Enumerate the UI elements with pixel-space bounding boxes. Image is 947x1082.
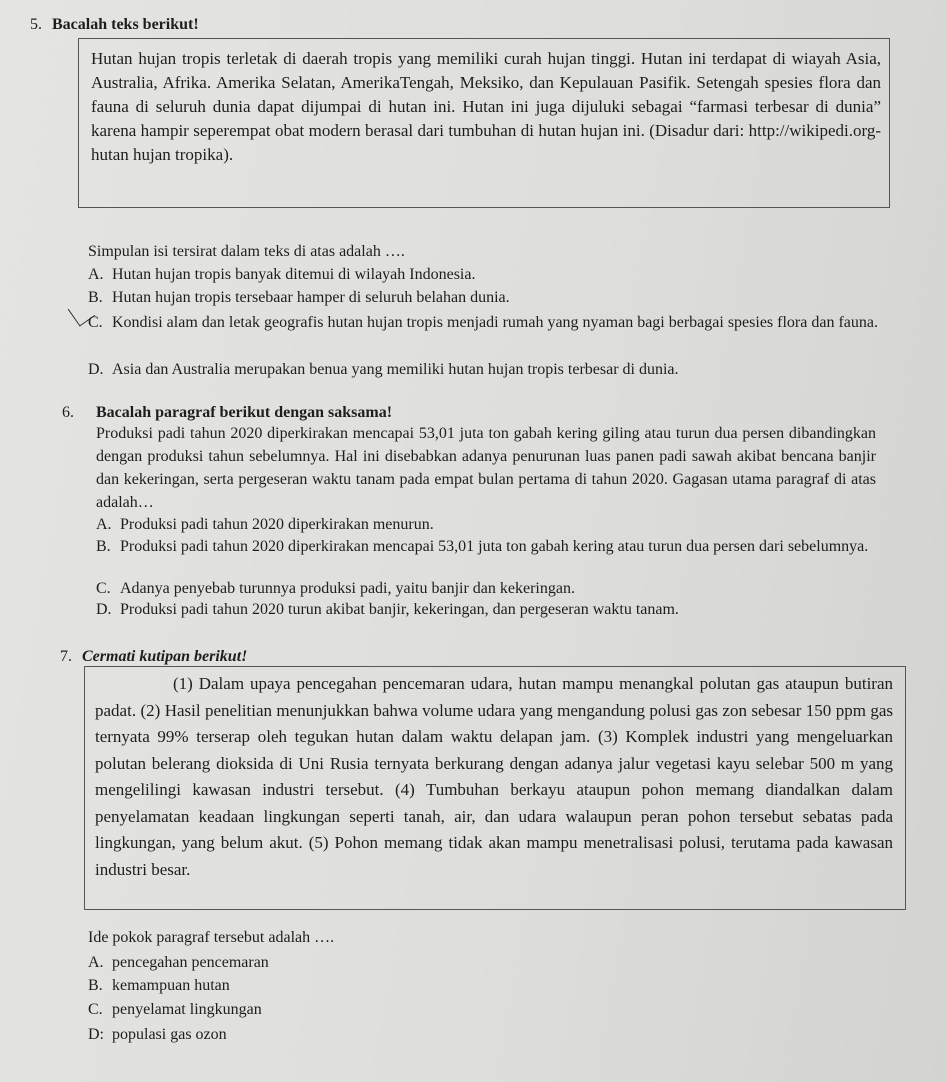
question-7-option-d[interactable]	[88, 1024, 588, 1045]
question-5-option-d[interactable]	[88, 359, 888, 380]
option-letter: C.	[96, 580, 111, 597]
option-text: Hutan hujan tropis tersebaar hamper di seluruh belahan dunia.	[112, 289, 510, 306]
question-5-heading	[30, 16, 199, 34]
option-letter: C.	[88, 1001, 103, 1018]
question-5-instruction: Bacalah teks berikut!	[52, 16, 199, 33]
option-letter: A.	[88, 954, 104, 971]
question-7-option-b[interactable]	[88, 975, 588, 996]
question-5-prompt: Simpulan isi tersirat dalam teks di atas adalah ….	[88, 243, 405, 260]
question-7-number: 7.	[60, 648, 72, 665]
question-7-passage-box	[84, 666, 906, 910]
option-letter: A.	[88, 266, 104, 283]
question-5-option-c[interactable]	[88, 312, 888, 333]
option-text: Asia dan Australia merupakan benua yang memiliki hutan hujan tropis terbesar di dunia.	[112, 361, 679, 378]
option-text: Kondisi alam dan letak geografis hutan hujan tropis menjadi rumah yang nyaman bagi berbagai spesies flora dan fauna.	[112, 314, 878, 331]
question-7-prompt: Ide pokok paragraf tersebut adalah ….	[88, 929, 335, 946]
question-5-passage: Hutan hujan tropis terletak di daerah tropis yang memiliki curah hujan tinggi. Hutan ini terdapat di wiayah Asia, Australia, Afrika. Amerika Selatan, AmerikaTengah, Meksiko, dan Kepulauan Pasifik. Setengah spesies flora dan fauna di seluruh dunia dapat dijumpai di hutan ini. Hutan ini juga dijuluki sebagai “farmasi terbesar di dunia” karena hampir seperempat obat modern berasal dari tumbuhan di hutan hujan ini. (Disadur dari: http://wikipedi.org-hutan hujan tropika).	[91, 49, 881, 164]
question-7-passage: (1) Dalam upaya pencegahan pencemaran udara, hutan mampu menangkal polutan gas ataupun butiran padat. (2) Hasil penelitian menunjukkan bahwa volume udara yang mengandung polusi gas zon sebesar 150 ppm gas ternyata 99% terserap oleh tegukan hutan dalam waktu delapan jam. (3) Komplek industri yang mengeluarkan polutan belerang dioksida di Uni Rusia ternyata berkurang dengan adanya jalur vegetasi kayu selebar 500 m yang mengelilingi kawasan industri tersebut. (4) Tumbuhan berkayu ataupun pohon memang diandalkan dalam penyelamatan keadaan lingkungan seperti tanah, air, dan udara walaupun peran pohon tersebut sebatas pada lingkungan, yang belum akut. (5) Pohon memang tidak akan mampu menetralisasi polusi, terutama pada kawasan industri besar.	[95, 674, 893, 879]
option-letter: C.	[88, 314, 103, 331]
option-text: Hutan hujan tropis banyak ditemui di wilayah Indonesia.	[112, 266, 476, 283]
option-text: Produksi padi tahun 2020 diperkirakan menurun.	[120, 516, 434, 533]
question-7-heading	[60, 648, 247, 666]
question-7-option-a[interactable]	[88, 952, 588, 973]
option-text: penyelamat lingkungan	[112, 1001, 262, 1018]
option-text: pencegahan pencemaran	[112, 954, 269, 971]
question-5-passage-box	[78, 38, 890, 208]
option-letter: B.	[88, 977, 103, 994]
option-letter: D:	[88, 1026, 104, 1043]
question-6-option-c[interactable]	[96, 578, 886, 599]
question-7-option-c[interactable]	[88, 999, 588, 1020]
question-6-paragraph: Produksi padi tahun 2020 diperkirakan mencapai 53,01 juta ton gabah kering giling atau turun dua persen dibandingkan dengan produksi tahun sebelumnya. Hal ini disebabkan adanya penurunan luas panen padi sawah akibat bencana banjir dan kekeringan, serta pergeseran waktu tanam pada empat bulan pertama di tahun 2020. Gagasan utama paragraf di atas adalah…	[96, 425, 876, 511]
option-letter: D.	[88, 361, 104, 378]
question-6-number: 6.	[62, 404, 74, 421]
question-5-number: 5.	[30, 16, 42, 33]
option-text: Produksi padi tahun 2020 turun akibat banjir, kekeringan, dan pergeseran waktu tanam.	[120, 601, 679, 618]
question-6-heading	[62, 404, 392, 422]
question-6-option-b[interactable]	[96, 536, 886, 557]
option-letter: D.	[96, 601, 112, 618]
option-text: kemampuan hutan	[112, 977, 230, 994]
option-text: populasi gas ozon	[112, 1026, 227, 1043]
question-6-option-d[interactable]	[96, 599, 886, 620]
option-letter: B.	[96, 538, 111, 555]
option-letter: A.	[96, 516, 112, 533]
question-7-instruction: Cermati kutipan berikut!	[82, 648, 248, 665]
question-6-option-a[interactable]	[96, 514, 886, 535]
option-text: Adanya penyebab turunnya produksi padi, yaitu banjir dan kekeringan.	[120, 580, 575, 597]
question-5-option-b[interactable]	[88, 287, 888, 308]
question-6-instruction: Bacalah paragraf berikut dengan saksama!	[96, 404, 393, 421]
question-5-option-a[interactable]	[88, 264, 888, 285]
option-letter: B.	[88, 289, 103, 306]
option-text: Produksi padi tahun 2020 diperkirakan mencapai 53,01 juta ton gabah kering atau turun dua persen dari sebelumnya.	[120, 538, 869, 555]
